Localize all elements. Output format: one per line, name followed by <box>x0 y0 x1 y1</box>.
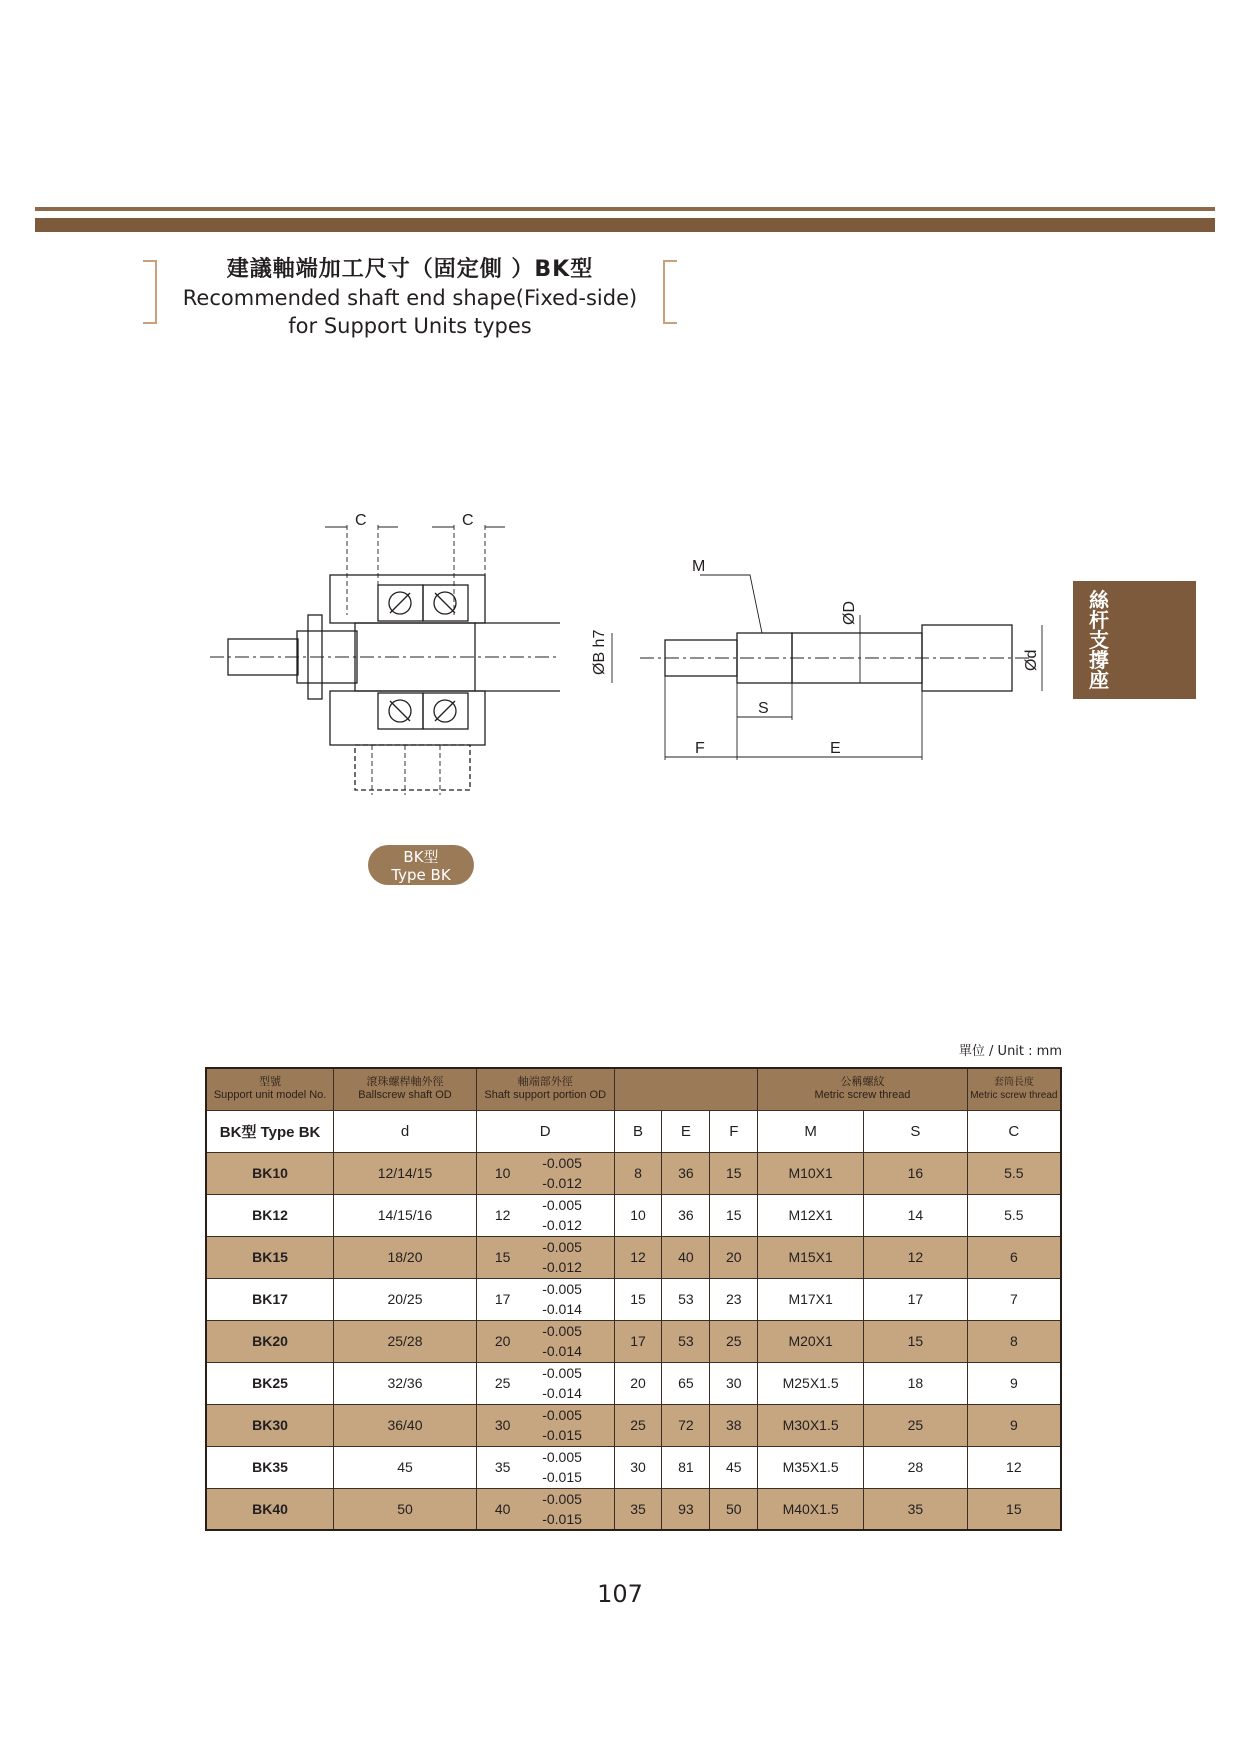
cell-S: 14 <box>864 1194 968 1236</box>
table-header-row <box>206 1068 1061 1110</box>
cell-B: 10 <box>614 1194 662 1236</box>
cell-F: 50 <box>710 1488 758 1530</box>
section-side-tab[interactable] <box>1073 581 1196 699</box>
cell-C: 5.5 <box>967 1194 1061 1236</box>
cell-E: 72 <box>662 1404 710 1446</box>
cell-D-tolerance: -0.005 -0.012 <box>534 1194 614 1236</box>
cell-C: 6 <box>967 1236 1061 1278</box>
cell-D: 15 <box>476 1236 534 1278</box>
cell-B: 12 <box>614 1236 662 1278</box>
dim-label-od-lower: Ød <box>1023 649 1040 671</box>
cell-S: 12 <box>864 1236 968 1278</box>
cell-model: BK15 <box>206 1236 334 1278</box>
cell-E: 93 <box>662 1488 710 1530</box>
unit-note: 單位 / Unit : mm <box>958 1044 1062 1059</box>
cell-M: M25X1.5 <box>758 1362 864 1404</box>
cell-D: 30 <box>476 1404 534 1446</box>
cell-D: 12 <box>476 1194 534 1236</box>
cell-C: 12 <box>967 1446 1061 1488</box>
cell-S: 18 <box>864 1362 968 1404</box>
sub-head-type: BK型 Type BK <box>206 1110 334 1152</box>
cell-S: 15 <box>864 1320 968 1362</box>
table-row <box>206 1488 1061 1530</box>
sub-head-F: F <box>710 1110 758 1152</box>
cell-D-tolerance: -0.005 -0.014 <box>534 1278 614 1320</box>
side-tab-label: 絲杆支撐座 <box>1089 588 1109 692</box>
cell-C: 15 <box>967 1488 1061 1530</box>
dim-label-c-left: C <box>355 512 367 529</box>
sub-head-C: C <box>967 1110 1061 1152</box>
table-row <box>206 1278 1061 1320</box>
cell-D: 40 <box>476 1488 534 1530</box>
page-title-en-line2: for Support Units types <box>288 314 532 338</box>
cell-D-tolerance: -0.005 -0.012 <box>534 1236 614 1278</box>
cell-M: M10X1 <box>758 1152 864 1194</box>
cell-model: BK35 <box>206 1446 334 1488</box>
dim-label-c-right: C <box>462 512 474 529</box>
cell-E: 40 <box>662 1236 710 1278</box>
cell-D-tolerance: -0.005 -0.014 <box>534 1320 614 1362</box>
cell-B: 30 <box>614 1446 662 1488</box>
housing-top <box>330 575 485 623</box>
cell-F: 45 <box>710 1446 758 1488</box>
dim-label-m: M <box>692 558 706 575</box>
dim-label-f: F <box>695 740 705 757</box>
cell-C: 7 <box>967 1278 1061 1320</box>
col-head-sleeve-length: 套筒長度 Metric screw thread <box>967 1068 1061 1110</box>
cell-model: BK30 <box>206 1404 334 1446</box>
cell-E: 53 <box>662 1320 710 1362</box>
bk-dimension-table <box>205 1067 1062 1531</box>
cell-d: 12/14/15 <box>334 1152 477 1194</box>
cell-d: 45 <box>334 1446 477 1488</box>
cell-d: 20/25 <box>334 1278 477 1320</box>
cell-d: 14/15/16 <box>334 1194 477 1236</box>
cell-M: M12X1 <box>758 1194 864 1236</box>
cell-F: 30 <box>710 1362 758 1404</box>
sub-head-E: E <box>662 1110 710 1152</box>
cell-M: M40X1.5 <box>758 1488 864 1530</box>
cell-model: BK17 <box>206 1278 334 1320</box>
col-head-shaft-od: 滾珠螺桿軸外徑 Ballscrew shaft OD <box>334 1068 477 1110</box>
cell-D-tolerance: -0.005 -0.015 <box>534 1404 614 1446</box>
cell-D: 25 <box>476 1362 534 1404</box>
cell-E: 53 <box>662 1278 710 1320</box>
cell-D-tolerance: -0.005 -0.015 <box>534 1488 614 1530</box>
cell-E: 81 <box>662 1446 710 1488</box>
cell-E: 36 <box>662 1194 710 1236</box>
cell-M: M30X1.5 <box>758 1404 864 1446</box>
cell-D-tolerance: -0.005 -0.012 <box>534 1152 614 1194</box>
cell-B: 15 <box>614 1278 662 1320</box>
cell-D: 20 <box>476 1320 534 1362</box>
sub-head-B: B <box>614 1110 662 1152</box>
sub-head-D: D <box>476 1110 614 1152</box>
cell-d: 36/40 <box>334 1404 477 1446</box>
sub-head-S: S <box>864 1110 968 1152</box>
page-title-block <box>140 256 680 338</box>
cell-B: 35 <box>614 1488 662 1530</box>
cell-E: 36 <box>662 1152 710 1194</box>
col-head-metric-thread: 公稱螺紋 Metric screw thread <box>758 1068 967 1110</box>
cell-d: 32/36 <box>334 1362 477 1404</box>
cell-M: M20X1 <box>758 1320 864 1362</box>
cell-C: 9 <box>967 1404 1061 1446</box>
dim-label-ob-h7: ØB h7 <box>591 629 608 675</box>
cell-D-tolerance: -0.005 -0.014 <box>534 1362 614 1404</box>
table-row <box>206 1236 1061 1278</box>
cell-F: 25 <box>710 1320 758 1362</box>
cell-M: M35X1.5 <box>758 1446 864 1488</box>
header-rule-thick <box>35 218 1215 232</box>
cell-C: 8 <box>967 1320 1061 1362</box>
cell-model: BK12 <box>206 1194 334 1236</box>
cell-B: 17 <box>614 1320 662 1362</box>
cell-d: 50 <box>334 1488 477 1530</box>
table-subheader-row <box>206 1110 1061 1152</box>
cell-D: 10 <box>476 1152 534 1194</box>
table-row <box>206 1194 1061 1236</box>
cell-d: 25/28 <box>334 1320 477 1362</box>
cell-model: BK40 <box>206 1488 334 1530</box>
cell-S: 16 <box>864 1152 968 1194</box>
cell-D: 17 <box>476 1278 534 1320</box>
cell-F: 38 <box>710 1404 758 1446</box>
page-title-en-line1: Recommended shaft end shape(Fixed-side) <box>182 286 638 310</box>
cell-model: BK25 <box>206 1362 334 1404</box>
sub-head-d: d <box>334 1110 477 1152</box>
cell-B: 8 <box>614 1152 662 1194</box>
cell-S: 25 <box>864 1404 968 1446</box>
table-row <box>206 1404 1061 1446</box>
dim-label-s: S <box>758 700 769 717</box>
table-row <box>206 1362 1061 1404</box>
cell-C: 5.5 <box>967 1152 1061 1194</box>
cell-model: BK10 <box>206 1152 334 1194</box>
page-number: 107 <box>597 1580 643 1608</box>
cell-E: 65 <box>662 1362 710 1404</box>
cell-F: 20 <box>710 1236 758 1278</box>
cell-S: 28 <box>864 1446 968 1488</box>
cell-B: 25 <box>614 1404 662 1446</box>
cell-F: 15 <box>710 1194 758 1236</box>
dim-label-e: E <box>830 740 841 757</box>
cell-model: BK20 <box>206 1320 334 1362</box>
type-badge-en: Type BK <box>391 866 451 884</box>
cell-D-tolerance: -0.005 -0.015 <box>534 1446 614 1488</box>
cell-F: 15 <box>710 1152 758 1194</box>
cell-M: M15X1 <box>758 1236 864 1278</box>
cell-F: 23 <box>710 1278 758 1320</box>
page-title-zh: 建議軸端加工尺寸（固定側 ）BK型 <box>226 257 594 282</box>
cell-B: 20 <box>614 1362 662 1404</box>
col-head-model: 型號 Support unit model No. <box>206 1068 334 1110</box>
table-row <box>206 1320 1061 1362</box>
cell-d: 18/20 <box>334 1236 477 1278</box>
shaft-end-drawing <box>200 505 1080 815</box>
cell-S: 35 <box>864 1488 968 1530</box>
type-badge-zh: BK型 <box>403 848 439 866</box>
table-row <box>206 1152 1061 1194</box>
cell-M: M17X1 <box>758 1278 864 1320</box>
dim-label-od-upper: ØD <box>841 601 858 625</box>
cell-C: 9 <box>967 1362 1061 1404</box>
header-rule-thin <box>35 207 1215 211</box>
table-row <box>206 1446 1061 1488</box>
sub-head-M: M <box>758 1110 864 1152</box>
cell-S: 17 <box>864 1278 968 1320</box>
type-bk-badge <box>368 845 474 885</box>
col-head-blank <box>614 1068 758 1110</box>
cell-D: 35 <box>476 1446 534 1488</box>
col-head-support-od: 軸端部外徑 Shaft support portion OD <box>476 1068 614 1110</box>
